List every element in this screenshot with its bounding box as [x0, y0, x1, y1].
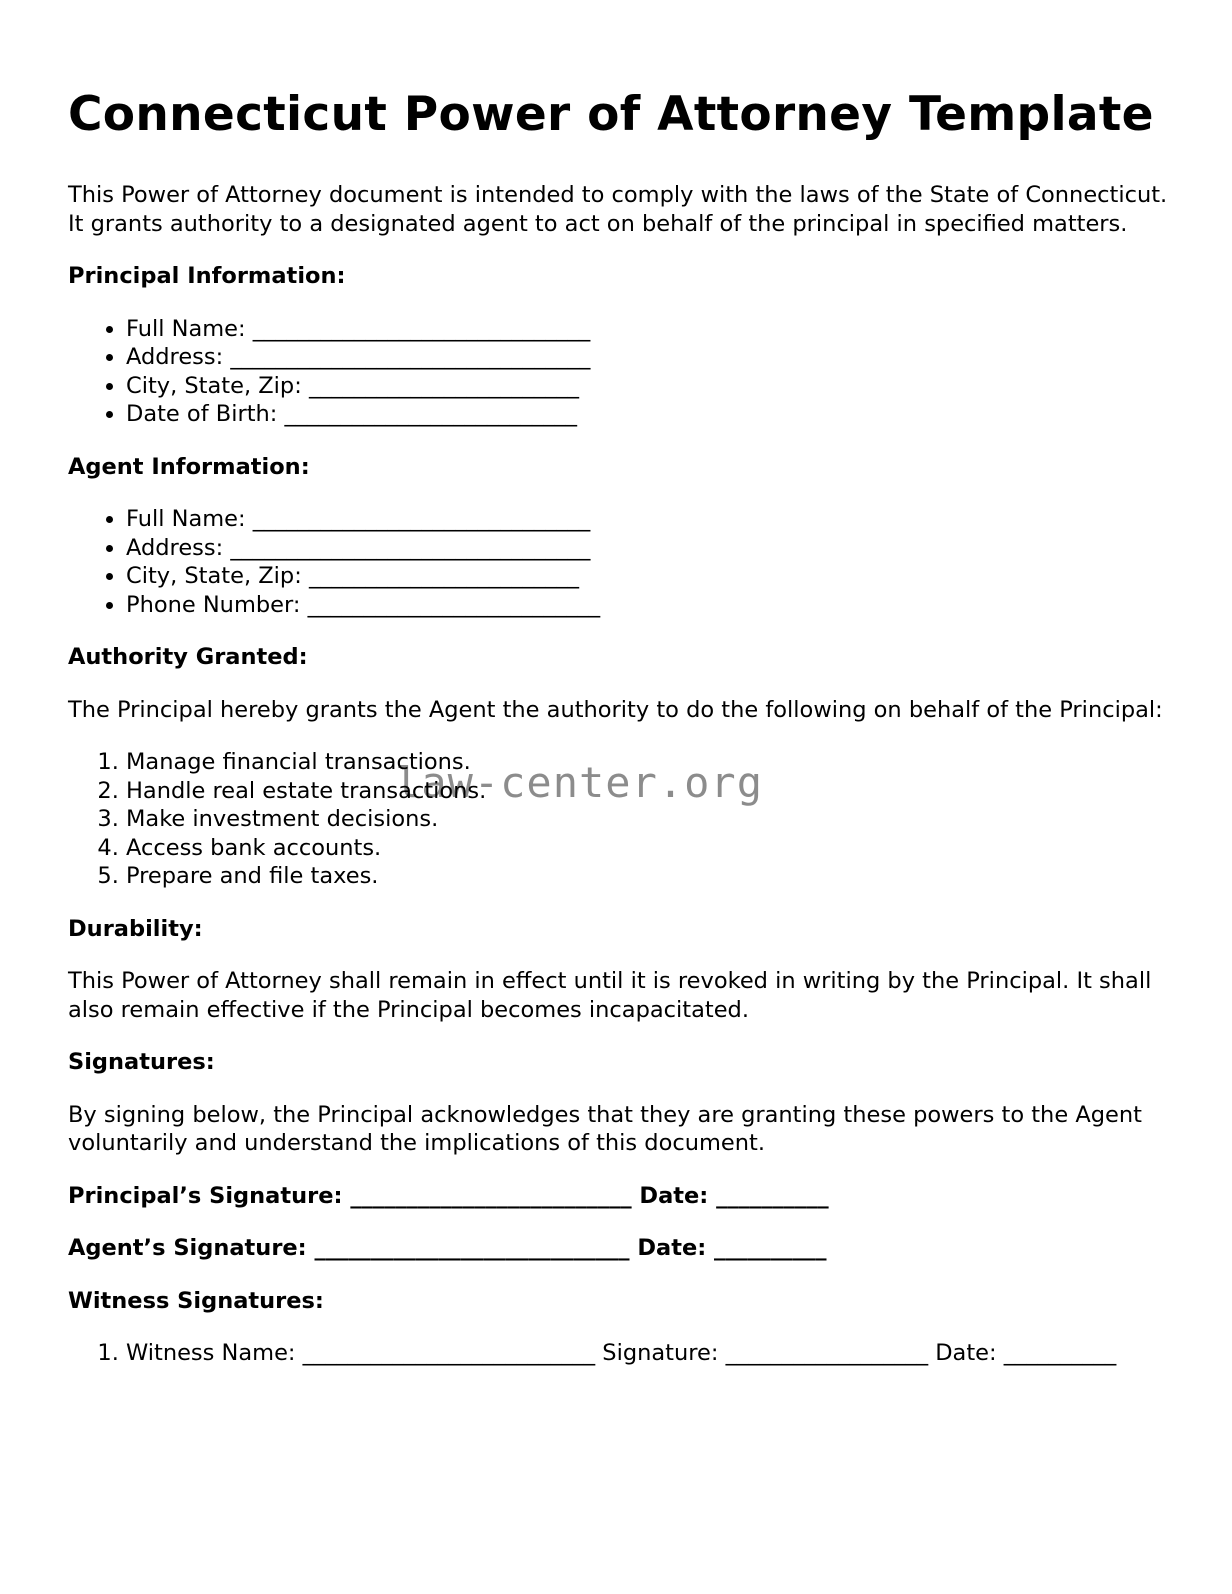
- agent-fields: [68, 505, 1168, 619]
- witness-item: 1. Witness Name: __________________________ Signature: __________________ Date: __________: [126, 1339, 1168, 1368]
- agent-city-state-zip-field: • City, State, Zip: ________________________: [126, 562, 1168, 591]
- authority-paragraph: The Principal hereby grants the Agent the authority to do the following on behalf of the Principal:: [68, 696, 1163, 723]
- witness-heading: Witness Signatures:: [68, 1287, 324, 1314]
- authority-list: [68, 748, 1168, 891]
- signatures-paragraph: By signing below, the Principal acknowledges that they are granting these powers to the Agent voluntarily and understand the implications of this document.: [68, 1101, 1142, 1156]
- principal-address-field: • Address: ________________________________: [126, 343, 1168, 372]
- agent-address-field: • Address: ________________________________: [126, 534, 1168, 563]
- authority-item: 4. Access bank accounts.: [126, 834, 1168, 863]
- authority-item: 3. Make investment decisions.: [126, 805, 1168, 834]
- durability-paragraph: This Power of Attorney shall remain in effect until it is revoked in writing by the Principal. It shall also remain effective if the Principal becomes incapacitated.: [68, 968, 1152, 1023]
- document-title: Connecticut Power of Attorney Template: [68, 87, 1154, 142]
- document-page: [68, 86, 1168, 1392]
- witness-list: [68, 1339, 1168, 1368]
- authority-item: 2. Handle real estate transactions.: [126, 777, 1168, 806]
- agent-signature-line: Agent’s Signature: ____________________________ Date: __________: [68, 1235, 827, 1261]
- durability-heading: Durability:: [68, 915, 203, 942]
- principal-city-state-zip-field: • City, State, Zip: ________________________: [126, 372, 1168, 401]
- intro-paragraph: This Power of Attorney document is intended to comply with the laws of the State of Connecticut. It grants authority to a designated agent to act on behalf of the principal in specified matters.: [68, 182, 1168, 237]
- signatures-heading: Signatures:: [68, 1049, 215, 1075]
- authority-heading: Authority Granted:: [68, 644, 308, 670]
- agent-heading: Agent Information:: [68, 453, 310, 480]
- watermark: law-center.org: [395, 758, 764, 807]
- principal-signature-line: Principal’s Signature: _________________________ Date: __________: [68, 1182, 829, 1209]
- principal-heading: Principal Information:: [68, 263, 346, 289]
- authority-item: 5. Prepare and file taxes.: [126, 862, 1168, 891]
- principal-full-name-field: • Full Name: ______________________________: [126, 315, 1168, 344]
- authority-item: 1. Manage financial transactions.: [126, 748, 1168, 777]
- principal-fields: [68, 315, 1168, 429]
- agent-full-name-field: • Full Name: ______________________________: [126, 505, 1168, 534]
- agent-phone-field: • Phone Number: __________________________: [126, 591, 1168, 620]
- principal-dob-field: • Date of Birth: __________________________: [126, 400, 1168, 429]
